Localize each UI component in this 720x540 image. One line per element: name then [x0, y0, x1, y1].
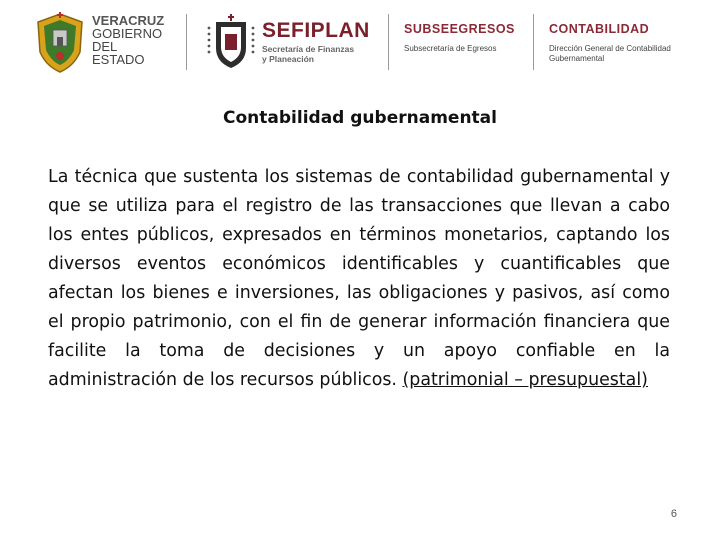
page-number: 6 [670, 508, 677, 520]
subsecretaria-title: SUBSEEGRESOS [404, 22, 515, 36]
veracruz-wordmark [92, 14, 172, 66]
contabilidad-subtitle-2: Gubernamental [549, 53, 605, 63]
veracruz-coat-of-arms-icon [34, 12, 86, 74]
subsecretaria-block [404, 22, 515, 54]
slide-header [0, 0, 720, 90]
definition-text: La técnica que sustenta los sistemas de contabilidad gubernamental y que se utiliza para el registro de las transacciones que llevan a cabo los entes públicos, expresados en términos monetarios, captando los diversos eventos económicos identificables y cuantificables que afectan los bienes e inversiones, las obligaciones y pasivos, así como el propio patrimonio, con el fin de generar información financiera que facilite la toma de decisiones y un apoyo confiable en la administración de los recursos públicos. [48, 167, 670, 390]
header-divider [388, 14, 389, 70]
header-divider [186, 14, 187, 70]
header-divider [533, 14, 534, 70]
subsecretaria-subtitle: Subsecretaría de Egresos [404, 44, 497, 53]
sefiplan-title: SEFIPLAN [262, 19, 370, 42]
patrimonial-presupuestal-link[interactable]: (patrimonial – presupuestal) [402, 370, 648, 390]
veracruz-line-2: GOBIERNO [92, 26, 163, 41]
sefiplan-wordmark [262, 20, 370, 65]
veracruz-line-3: DEL ESTADO [92, 39, 145, 67]
sefiplan-shield-icon [206, 14, 256, 70]
sefiplan-subtitle-2: y Planeación [262, 53, 314, 64]
contabilidad-block [549, 22, 671, 63]
contabilidad-title: CONTABILIDAD [549, 22, 650, 36]
contabilidad-subtitle-1: Dirección General de Contabilidad [549, 44, 671, 53]
slide-title: Contabilidad gubernamental [223, 108, 497, 128]
definition-paragraph [48, 163, 670, 395]
sefiplan-subtitle-1: Secretaría de Finanzas [262, 44, 355, 54]
veracruz-line-1: VERACRUZ [92, 13, 165, 28]
